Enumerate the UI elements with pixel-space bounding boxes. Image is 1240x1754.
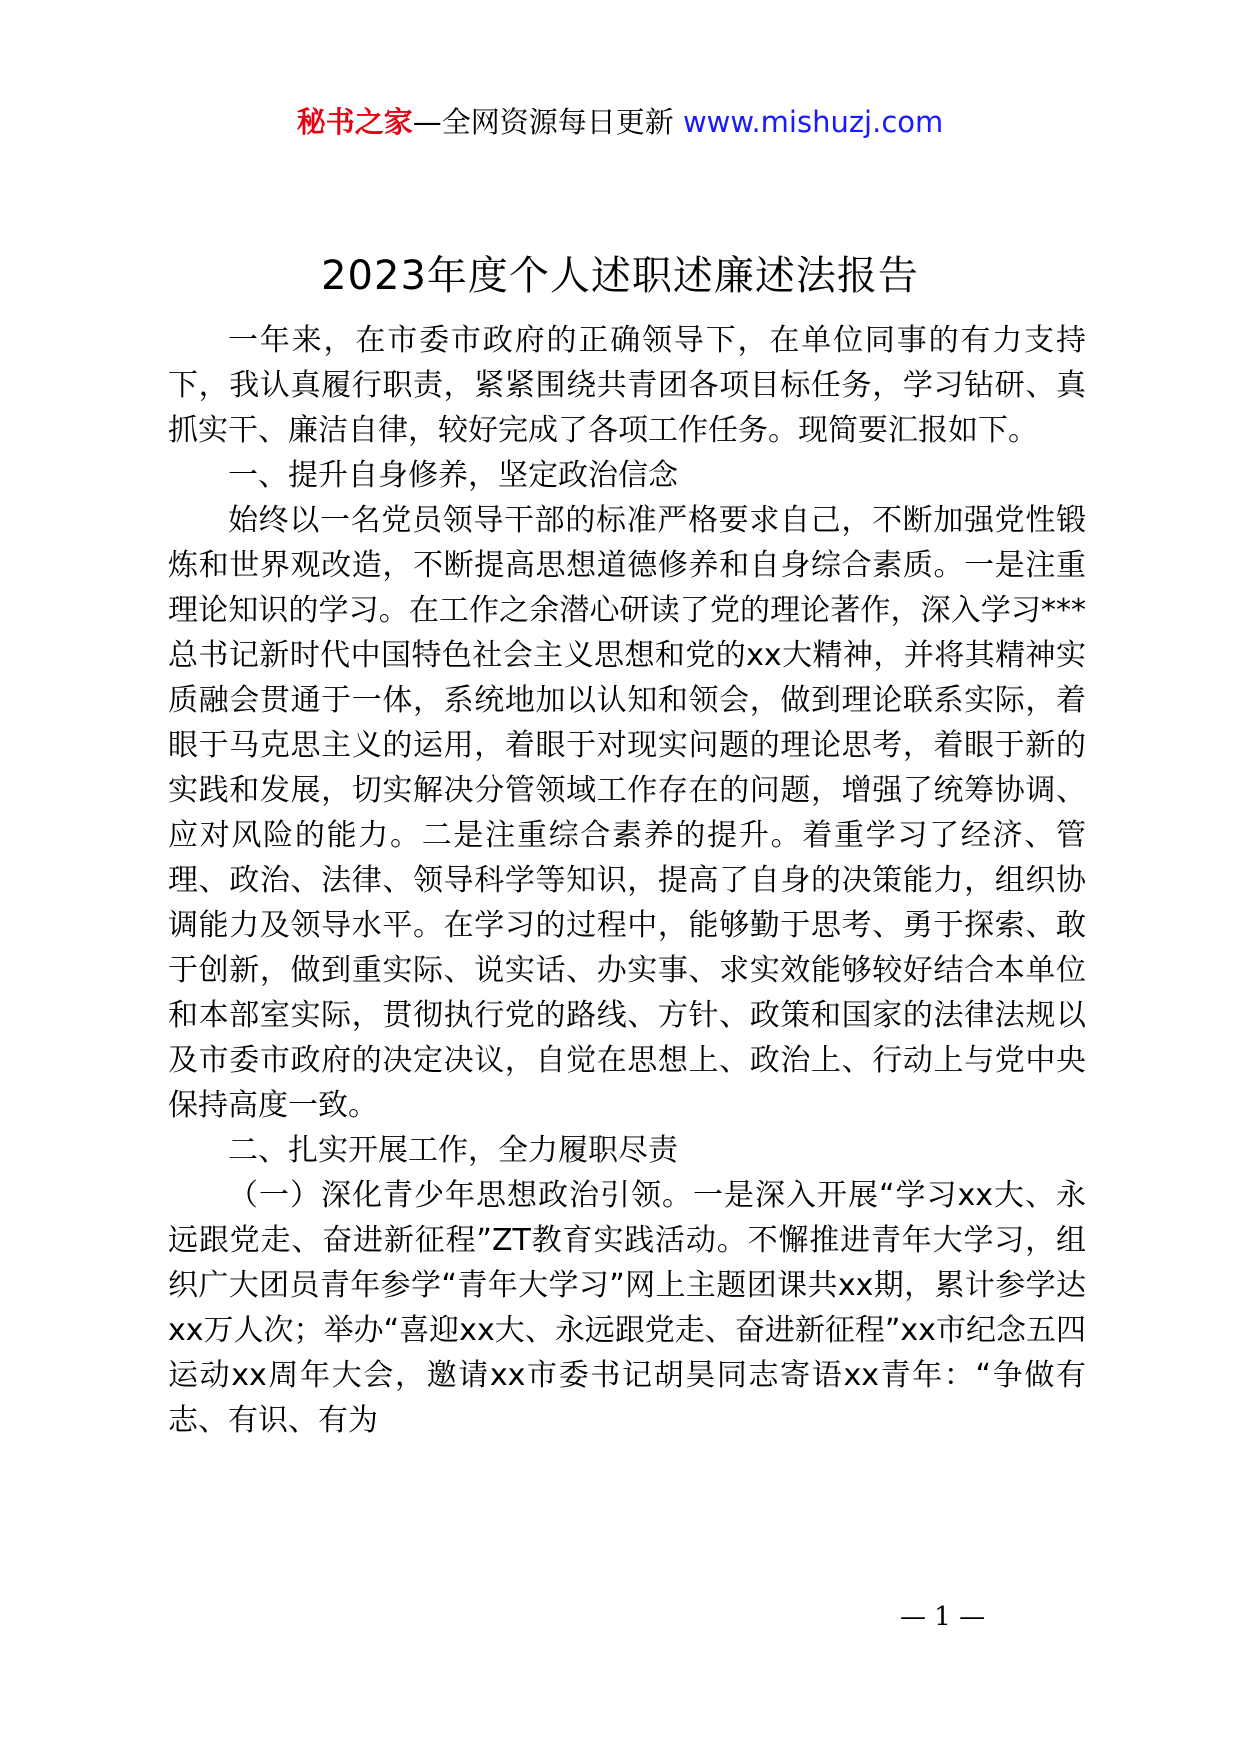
header-slogan: —全网资源每日更新 bbox=[412, 105, 683, 139]
body-paragraph: （一）深化青少年思想政治引领。一是深入开展“学习xx大、永远跟党走、奋进新征程”ZT教育实践活动。不懈推进青年大学习，组织广大团员青年参学“青年大学习”网上主题团课共xx期，累计参学达xx万人次；举办“喜迎xx大、永远跟党走、奋进新征程”xx市纪念五四运动xx周年大会，邀请xx市委书记胡昊同志寄语xx青年：“争做有志、有识、有为 bbox=[168, 1178, 1086, 1438]
body-paragraph: 始终以一名党员领导干部的标准严格要求自己，不断加强党性锻炼和世界观改造，不断提高思想道德修养和自身综合素质。一是注重理论知识的学习。在工作之余潜心研读了党的理论著作，深入学习***总书记新时代中国特色社会主义思想和党的xx大精神，并将其精神实质融会贯通于一体，系统地加以认知和领会，做到理论联系实际，着眼于马克思主义的运用，着眼于对现实问题的理论思考，着眼于新的实践和发展，切实解决分管领域工作存在的问题，增强了统筹协调、应对风险的能力。二是注重综合素养的提升。着重学习了经济、管理、政治、法律、领导科学等知识，提高了自身的决策能力，组织协调能力及领导水平。在学习的过程中，能够勤于思考、勇于探索、敢于创新，做到重实际、说实话、办实事、求实效能够较好结合本单位和本部室实际，贯彻执行党的路线、方针、政策和国家的法律法规以及市委市政府的决定决议，自觉在思想上、政治上、行动上与党中央保持高度一致。 bbox=[168, 503, 1086, 1123]
header-banner bbox=[0, 102, 1240, 142]
section-heading-2: 二、扎实开展工作，全力履职尽责 bbox=[228, 1133, 678, 1168]
document-title: 2023年度个人述职述廉述法报告 bbox=[321, 253, 919, 299]
document-body bbox=[168, 318, 1086, 1443]
page-number: — 1 — bbox=[900, 1602, 986, 1632]
brand-name: 秘书之家 bbox=[296, 105, 413, 139]
website-url[interactable]: www.mishuzj.com bbox=[682, 105, 944, 139]
intro-paragraph: 一年来，在市委市政府的正确领导下，在单位同事的有力支持下，我认真履行职责，紧紧围绕共青团各项目标任务，学习钻研、真抓实干、廉洁自律，较好完成了各项工作任务。现简要汇报如下。 bbox=[168, 323, 1086, 448]
section-heading-1: 一、提升自身修养，坚定政治信念 bbox=[228, 458, 678, 493]
